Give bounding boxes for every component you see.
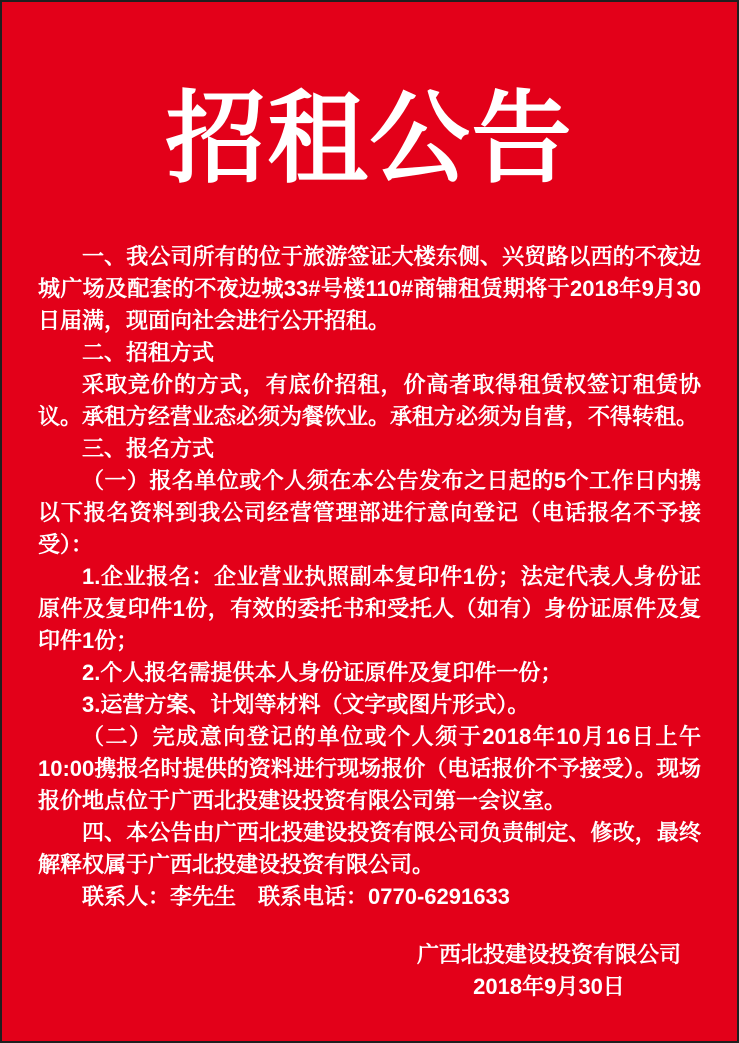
- paragraph-contact-info: 联系人：李先生 联系电话：0770-6291633: [82, 884, 510, 909]
- paragraph-interpretation-rights: 四、本公告由广西北投建设投资有限公司负责制定、修改，最终解释权属于广西北投建设投资有限公司。: [38, 820, 701, 877]
- paragraph-operation-plan: 3.运营方案、计划等材料（文字或图片形式）。: [82, 692, 530, 717]
- paragraph-onsite-bidding: （二）完成意向登记的单位或个人须于2018年10月16日上午10:00携报名时提供的资料进行现场报价（电话报价不予接受）。现场报价地点位于广西北投建设投资有限公司第一会议室。: [38, 724, 701, 813]
- paragraph-registration-requirements: （一）报名单位或个人须在本公告发布之日起的5个工作日内携以下报名资料到我公司经营管理部进行意向登记（电话报名不予接受）：: [38, 468, 701, 557]
- poster-title: 招租公告: [165, 84, 574, 195]
- section-heading-rental-method: 二、招租方式: [82, 340, 215, 365]
- signature-inner: [417, 939, 681, 1003]
- section-heading-registration: 三、报名方式: [82, 436, 215, 461]
- paragraph-rental-method: 采取竞价的方式，有底价招租，价高者取得租赁权签订租赁协议。承租方经营业态必须为餐饮业。承租方必须为自营，不得转租。: [38, 372, 701, 429]
- signature-date: 2018年9月30日: [473, 974, 625, 999]
- paragraph-company-registration: 1.企业报名：企业营业执照副本复印件1份；法定代表人身份证原件及复印件1份，有效的委托书和受托人（如有）身份证原件及复印件1份；: [38, 564, 701, 653]
- paragraph-individual-registration: 2.个人报名需提供本人身份证原件及复印件一份；: [82, 660, 563, 685]
- paragraph-property-intro: 一、我公司所有的位于旅游签证大楼东侧、兴贸路以西的不夜边城广场及配套的不夜边城33#号楼110#商铺租赁期将于2018年9月30日届满，现面向社会进行公开招租。: [38, 244, 701, 333]
- signature-block: [2, 939, 737, 1003]
- signature-company: 广西北投建设投资有限公司: [416, 942, 681, 967]
- announcement-body: [2, 241, 737, 913]
